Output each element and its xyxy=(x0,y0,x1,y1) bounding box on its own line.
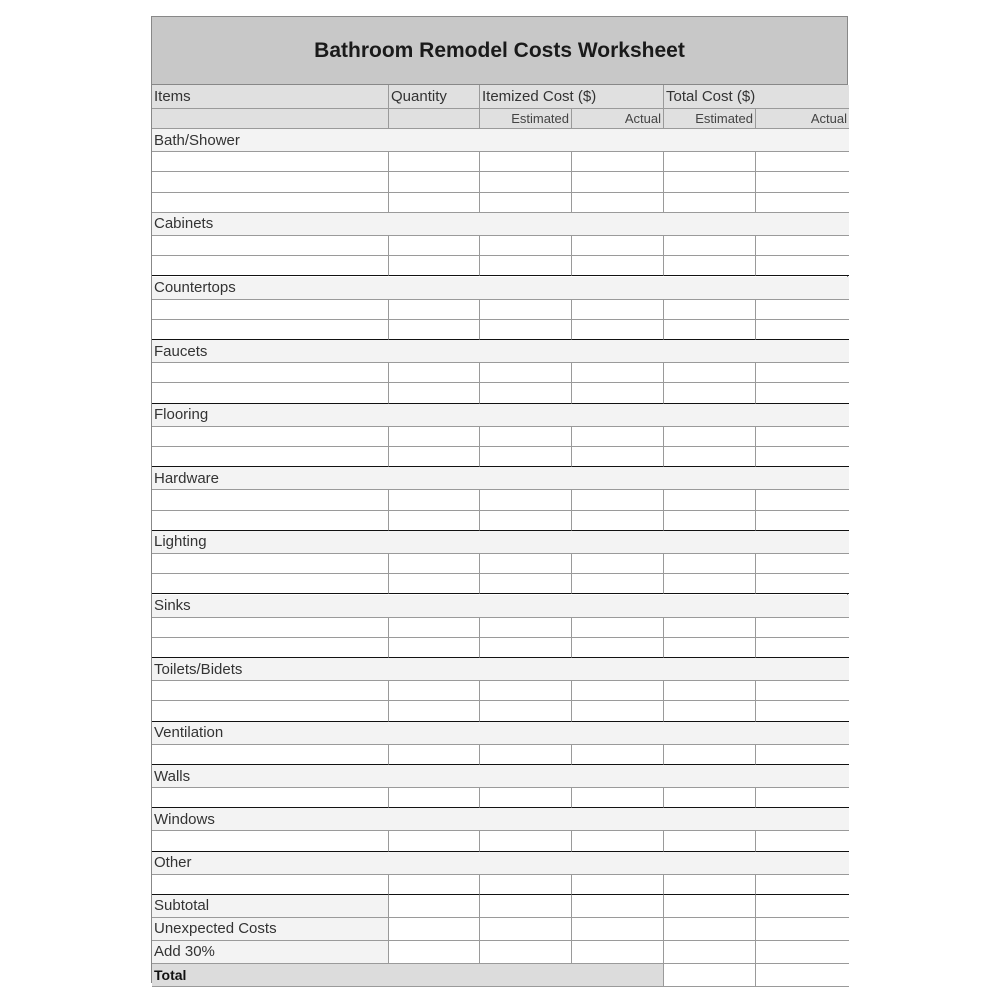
total-actual-field[interactable] xyxy=(756,574,849,594)
category-row xyxy=(152,595,847,618)
item-field[interactable] xyxy=(152,447,389,467)
item-field[interactable] xyxy=(152,427,389,447)
itemized-actual-field[interactable] xyxy=(572,618,664,638)
category-label: Faucets xyxy=(152,340,849,363)
title-band xyxy=(152,17,847,85)
header-row xyxy=(152,85,847,109)
itemized-actual-field[interactable] xyxy=(572,490,664,510)
total-estimated-field[interactable] xyxy=(664,788,756,808)
item-field[interactable] xyxy=(152,875,389,895)
item-field[interactable] xyxy=(152,300,389,320)
item-field[interactable] xyxy=(152,363,389,383)
subheader-row xyxy=(152,109,847,129)
quantity-field[interactable] xyxy=(389,574,480,594)
itemized-estimated-field[interactable] xyxy=(480,701,572,721)
total-estimated-field[interactable] xyxy=(664,427,756,447)
category-label: Lighting xyxy=(152,531,849,554)
total-actual-field[interactable] xyxy=(756,320,849,340)
category-row xyxy=(152,765,847,788)
entry-row xyxy=(152,300,847,320)
entry-row xyxy=(152,152,847,172)
quantity-field[interactable] xyxy=(389,320,480,340)
total-estimated-field[interactable] xyxy=(664,152,756,172)
total-actual-field[interactable] xyxy=(756,875,849,895)
total-estimated-field[interactable] xyxy=(664,618,756,638)
total-estimated-field[interactable] xyxy=(664,941,756,964)
category-row xyxy=(152,722,847,745)
item-field[interactable] xyxy=(152,788,389,808)
total-estimated-field[interactable] xyxy=(664,193,756,213)
total-actual-field[interactable] xyxy=(756,383,849,403)
total-actual-field[interactable] xyxy=(756,918,849,941)
entry-row xyxy=(152,745,847,765)
total-estimated-field[interactable] xyxy=(664,681,756,701)
quantity-field[interactable] xyxy=(389,745,480,765)
add-30-percent-row-label: Add 30% xyxy=(152,941,389,964)
itemized-estimated-field[interactable] xyxy=(480,831,572,851)
itemized-actual-field[interactable] xyxy=(572,172,664,192)
add-30-percent-row xyxy=(152,941,847,964)
total-actual-field[interactable] xyxy=(756,745,849,765)
quantity-field[interactable] xyxy=(389,941,480,964)
itemized-actual-field[interactable] xyxy=(572,831,664,851)
total-actual-field[interactable] xyxy=(756,964,849,987)
itemized-estimated-field[interactable] xyxy=(480,152,572,172)
category-row xyxy=(152,213,847,236)
itemized-estimated-field[interactable] xyxy=(480,875,572,895)
total-actual-field[interactable] xyxy=(756,447,849,467)
subtotal-row-label: Subtotal xyxy=(152,895,389,918)
entry-row xyxy=(152,427,847,447)
total-actual-field[interactable] xyxy=(756,701,849,721)
itemized-estimated-field[interactable] xyxy=(480,574,572,594)
entry-row xyxy=(152,681,847,701)
quantity-field[interactable] xyxy=(389,236,480,256)
quantity-field[interactable] xyxy=(389,831,480,851)
total-actual-field[interactable] xyxy=(756,300,849,320)
itemized-actual-field[interactable] xyxy=(572,875,664,895)
total-actual-field[interactable] xyxy=(756,152,849,172)
total-estimated-field[interactable] xyxy=(664,554,756,574)
itemized-estimated-field[interactable] xyxy=(480,447,572,467)
quantity-field[interactable] xyxy=(389,511,480,531)
quantity-field[interactable] xyxy=(389,875,480,895)
itemized-actual-field[interactable] xyxy=(572,574,664,594)
item-field[interactable] xyxy=(152,193,389,213)
total-estimated-field[interactable] xyxy=(664,320,756,340)
total-estimated-field[interactable] xyxy=(664,383,756,403)
quantity-field[interactable] xyxy=(389,788,480,808)
total-estimated-field[interactable] xyxy=(664,831,756,851)
header-quantity: Quantity xyxy=(389,85,480,109)
total-estimated-field[interactable] xyxy=(664,875,756,895)
total-actual-field[interactable] xyxy=(756,895,849,918)
entry-row xyxy=(152,490,847,510)
subheader-total-actual: Actual xyxy=(756,109,849,129)
itemized-estimated-field[interactable] xyxy=(480,788,572,808)
total-estimated-field[interactable] xyxy=(664,511,756,531)
item-field[interactable] xyxy=(152,236,389,256)
itemized-estimated-field[interactable] xyxy=(480,490,572,510)
subheader-itemized-estimated: Estimated xyxy=(480,109,572,129)
item-field[interactable] xyxy=(152,638,389,658)
category-label: Ventilation xyxy=(152,722,849,745)
header-itemized-cost: Itemized Cost ($) xyxy=(480,85,664,109)
itemized-actual-field[interactable] xyxy=(572,941,664,964)
itemized-actual-field[interactable] xyxy=(572,152,664,172)
category-label: Windows xyxy=(152,808,849,831)
itemized-estimated-field[interactable] xyxy=(480,383,572,403)
total-actual-field[interactable] xyxy=(756,256,849,276)
header-total-cost: Total Cost ($) xyxy=(664,85,849,109)
itemized-actual-field[interactable] xyxy=(572,745,664,765)
unexpected-costs-row-label: Unexpected Costs xyxy=(152,918,389,941)
category-label: Other xyxy=(152,852,849,875)
entry-row xyxy=(152,447,847,467)
total-actual-field[interactable] xyxy=(756,172,849,192)
item-field[interactable] xyxy=(152,490,389,510)
quantity-field[interactable] xyxy=(389,383,480,403)
total-estimated-field[interactable] xyxy=(664,447,756,467)
total-estimated-field[interactable] xyxy=(664,574,756,594)
total-actual-field[interactable] xyxy=(756,363,849,383)
total-actual-field[interactable] xyxy=(756,511,849,531)
category-label: Sinks xyxy=(152,595,849,618)
entry-row xyxy=(152,236,847,256)
entry-row xyxy=(152,618,847,638)
entry-row xyxy=(152,788,847,808)
category-row xyxy=(152,340,847,363)
itemized-estimated-field[interactable] xyxy=(480,320,572,340)
category-row xyxy=(152,808,847,831)
quantity-field[interactable] xyxy=(389,256,480,276)
quantity-field[interactable] xyxy=(389,918,480,941)
quantity-field[interactable] xyxy=(389,363,480,383)
itemized-estimated-field[interactable] xyxy=(480,681,572,701)
quantity-field[interactable] xyxy=(389,193,480,213)
subheader-blank xyxy=(152,109,389,129)
itemized-estimated-field[interactable] xyxy=(480,745,572,765)
itemized-actual-field[interactable] xyxy=(572,320,664,340)
total-actual-field[interactable] xyxy=(756,193,849,213)
entry-row xyxy=(152,701,847,721)
item-field[interactable] xyxy=(152,745,389,765)
entry-row xyxy=(152,320,847,340)
category-row xyxy=(152,852,847,875)
quantity-field[interactable] xyxy=(389,618,480,638)
entry-row xyxy=(152,363,847,383)
quantity-field[interactable] xyxy=(389,172,480,192)
itemized-actual-field[interactable] xyxy=(572,363,664,383)
itemized-estimated-field[interactable] xyxy=(480,511,572,531)
itemized-actual-field[interactable] xyxy=(572,918,664,941)
item-field[interactable] xyxy=(152,681,389,701)
total-row xyxy=(152,964,847,987)
itemized-actual-field[interactable] xyxy=(572,701,664,721)
entry-row xyxy=(152,383,847,403)
item-field[interactable] xyxy=(152,831,389,851)
itemized-estimated-field[interactable] xyxy=(480,427,572,447)
item-field[interactable] xyxy=(152,574,389,594)
page-title: Bathroom Remodel Costs Worksheet xyxy=(314,38,685,62)
entry-row xyxy=(152,256,847,276)
subheader-blank xyxy=(389,109,480,129)
category-label: Flooring xyxy=(152,404,849,427)
entry-row xyxy=(152,554,847,574)
quantity-field[interactable] xyxy=(389,701,480,721)
total-actual-field[interactable] xyxy=(756,554,849,574)
total-estimated-field[interactable] xyxy=(664,300,756,320)
quantity-field[interactable] xyxy=(389,554,480,574)
total-estimated-field[interactable] xyxy=(664,638,756,658)
item-field[interactable] xyxy=(152,554,389,574)
itemized-actual-field[interactable] xyxy=(572,193,664,213)
item-field[interactable] xyxy=(152,383,389,403)
entry-row xyxy=(152,875,847,895)
unexpected-costs-row xyxy=(152,918,847,941)
item-field[interactable] xyxy=(152,618,389,638)
total-actual-field[interactable] xyxy=(756,681,849,701)
itemized-estimated-field[interactable] xyxy=(480,236,572,256)
itemized-actual-field[interactable] xyxy=(572,511,664,531)
total-actual-field[interactable] xyxy=(756,941,849,964)
quantity-field[interactable] xyxy=(389,681,480,701)
total-estimated-field[interactable] xyxy=(664,895,756,918)
itemized-actual-field[interactable] xyxy=(572,681,664,701)
entry-row xyxy=(152,831,847,851)
itemized-actual-field[interactable] xyxy=(572,554,664,574)
total-actual-field[interactable] xyxy=(756,618,849,638)
category-row xyxy=(152,467,847,490)
itemized-estimated-field[interactable] xyxy=(480,554,572,574)
total-estimated-field[interactable] xyxy=(664,256,756,276)
category-row xyxy=(152,658,847,681)
subheader-total-estimated: Estimated xyxy=(664,109,756,129)
itemized-actual-field[interactable] xyxy=(572,638,664,658)
itemized-actual-field[interactable] xyxy=(572,895,664,918)
category-row xyxy=(152,531,847,554)
item-field[interactable] xyxy=(152,320,389,340)
total-estimated-field[interactable] xyxy=(664,745,756,765)
worksheet xyxy=(151,16,848,983)
subheader-itemized-actual: Actual xyxy=(572,109,664,129)
total-estimated-field[interactable] xyxy=(664,918,756,941)
total-actual-field[interactable] xyxy=(756,427,849,447)
itemized-actual-field[interactable] xyxy=(572,447,664,467)
itemized-actual-field[interactable] xyxy=(572,300,664,320)
itemized-actual-field[interactable] xyxy=(572,427,664,447)
itemized-actual-field[interactable] xyxy=(572,236,664,256)
item-field[interactable] xyxy=(152,172,389,192)
quantity-field[interactable] xyxy=(389,895,480,918)
itemized-estimated-field[interactable] xyxy=(480,363,572,383)
item-field[interactable] xyxy=(152,511,389,531)
total-estimated-field[interactable] xyxy=(664,490,756,510)
quantity-field[interactable] xyxy=(389,447,480,467)
quantity-field[interactable] xyxy=(389,638,480,658)
quantity-field[interactable] xyxy=(389,427,480,447)
entry-row xyxy=(152,511,847,531)
quantity-field[interactable] xyxy=(389,300,480,320)
item-field[interactable] xyxy=(152,256,389,276)
total-estimated-field[interactable] xyxy=(664,172,756,192)
itemized-estimated-field[interactable] xyxy=(480,300,572,320)
itemized-actual-field[interactable] xyxy=(572,383,664,403)
itemized-actual-field[interactable] xyxy=(572,788,664,808)
category-label: Countertops xyxy=(152,277,849,300)
category-row xyxy=(152,277,847,300)
category-label: Walls xyxy=(152,765,849,788)
total-estimated-field[interactable] xyxy=(664,701,756,721)
category-row xyxy=(152,404,847,427)
itemized-actual-field[interactable] xyxy=(572,256,664,276)
itemized-estimated-field[interactable] xyxy=(480,256,572,276)
category-label: Bath/Shower xyxy=(152,129,849,152)
total-estimated-field[interactable] xyxy=(664,363,756,383)
total-actual-field[interactable] xyxy=(756,490,849,510)
category-row xyxy=(152,129,847,152)
entry-row xyxy=(152,638,847,658)
itemized-estimated-field[interactable] xyxy=(480,941,572,964)
quantity-field[interactable] xyxy=(389,152,480,172)
itemized-estimated-field[interactable] xyxy=(480,193,572,213)
category-label: Toilets/Bidets xyxy=(152,658,849,681)
total-estimated-field[interactable] xyxy=(664,964,756,987)
item-field[interactable] xyxy=(152,152,389,172)
itemized-estimated-field[interactable] xyxy=(480,638,572,658)
itemized-estimated-field[interactable] xyxy=(480,895,572,918)
itemized-estimated-field[interactable] xyxy=(480,618,572,638)
quantity-field[interactable] xyxy=(389,490,480,510)
entry-row xyxy=(152,172,847,192)
category-label: Hardware xyxy=(152,467,849,490)
total-estimated-field[interactable] xyxy=(664,236,756,256)
category-label: Cabinets xyxy=(152,213,849,236)
total-actual-field[interactable] xyxy=(756,236,849,256)
header-items: Items xyxy=(152,85,389,109)
entry-row xyxy=(152,574,847,594)
total-actual-field[interactable] xyxy=(756,831,849,851)
item-field[interactable] xyxy=(152,701,389,721)
total-actual-field[interactable] xyxy=(756,638,849,658)
itemized-estimated-field[interactable] xyxy=(480,172,572,192)
subtotal-row xyxy=(152,895,847,918)
total-label: Total xyxy=(152,964,664,987)
entry-row xyxy=(152,193,847,213)
itemized-estimated-field[interactable] xyxy=(480,918,572,941)
total-actual-field[interactable] xyxy=(756,788,849,808)
